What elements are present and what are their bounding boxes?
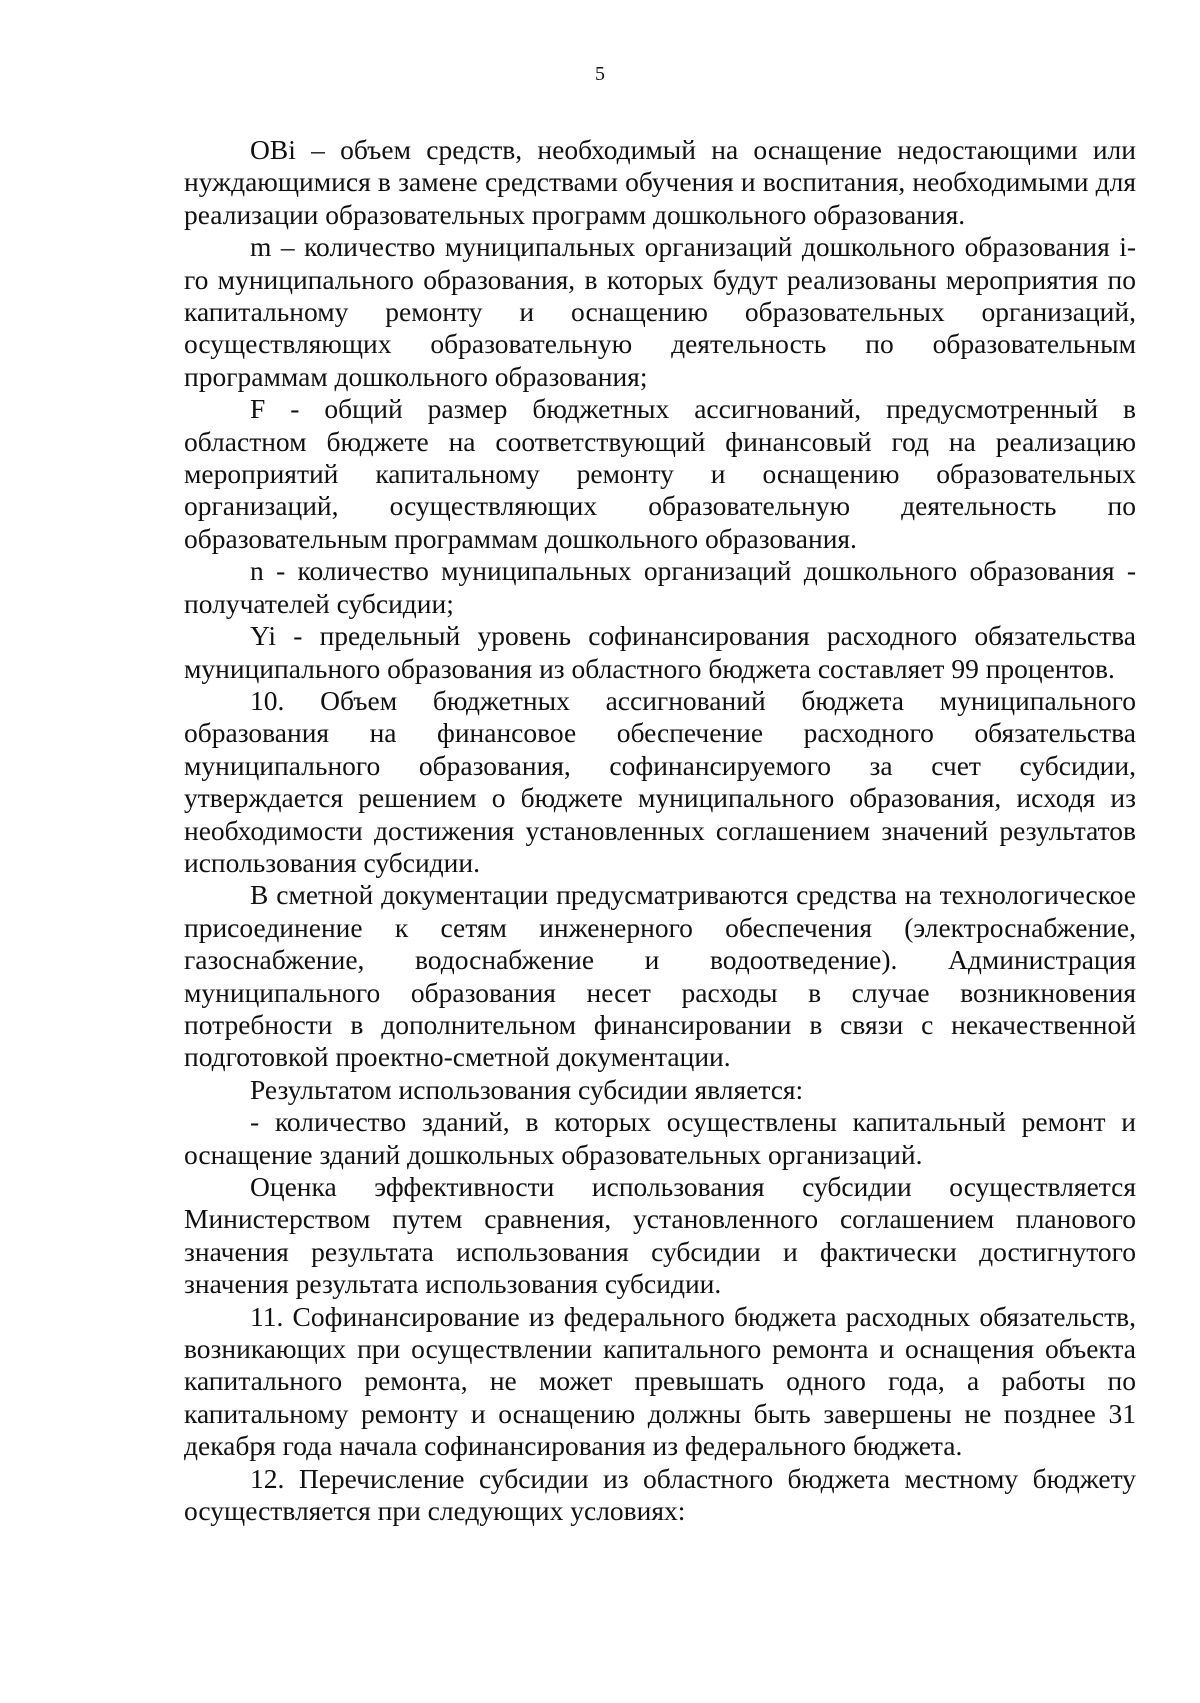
paragraph-item-12: 12. Перечисление субсидии из областного бюджета местному бюджету осуществляется при следующих условиях: <box>184 1462 1136 1527</box>
paragraph-f-definition: F - общий размер бюджетных ассигнований, предусмотренный в областном бюджете на соответствующий финансовый год на реализацию мероприятий капитальному ремонту и оснащению образовательных организаций, осуществляющих образовательную деятельность по образовательным программам дошкольного образования. <box>184 393 1136 554</box>
paragraph-item-10: 10. Объем бюджетных ассигнований бюджета муниципального образования на финансовое обеспечение расходного обязательства муниципального образования, софинансируемого за счет субсидии, утверждается решением о бюджете муниципального образования, исходя из необходимости достижения установленных соглашением значений результатов использования субсидии. <box>184 684 1136 878</box>
document-body <box>184 134 1136 1527</box>
paragraph-result-heading: Результатом использования субсидии является: <box>250 1073 804 1105</box>
paragraph-n-definition: n - количество муниципальных организаций дошкольного образования - получателей субсидии; <box>184 555 1136 619</box>
paragraph-estimate-documentation: В сметной документации предусматриваются средства на технологическое присоединение к сетям инженерного обеспечения (электроснабжение, газоснабжение, водоснабжение и водоотведение). Администрация муниципального образования несет расходы в случае возникновения потребности в дополнительном финансировании в связи с некачественной подготовкой проектно-сметной документации. <box>184 879 1136 1073</box>
paragraph-m-definition: m – количество муниципальных организаций дошкольного образования i-го муниципального образования, в которых будут реализованы мероприятия по капитальному ремонту и оснащению образовательных организаций, осуществляющих образовательную деятельность по образовательным программам дошкольного образования; <box>184 231 1136 392</box>
paragraph-yi-definition: Yi - предельный уровень софинансирования расходного обязательства муниципального образования из областного бюджета составляет 99 процентов. <box>184 620 1136 684</box>
page-number: 5 <box>595 63 605 85</box>
paragraph-result-item: - количество зданий, в которых осуществлены капитальный ремонт и оснащение зданий дошкольных образовательных организаций. <box>184 1106 1136 1170</box>
paragraph-efficiency-assessment: Оценка эффективности использования субсидии осуществляется Министерством путем сравнения, установленного соглашением планового значения результата использования субсидии и фактически достигнутого значения результата использования субсидии. <box>184 1171 1136 1300</box>
paragraph-obi-definition: OBi – объем средств, необходимый на оснащение недостающими или нуждающимися в замене средствами обучения и воспитания, необходимыми для реализации образовательных программ дошкольного образования. <box>184 134 1136 230</box>
paragraph-item-11: 11. Софинансирование из федерального бюджета расходных обязательств, возникающих при осуществлении капитального ремонта и оснащения объекта капитального ремонта, не может превышать одного года, а работы по капитальному ремонту и оснащению должны быть завершены не позднее 31 декабря года начала софинансирования из федерального бюджета. <box>184 1300 1136 1462</box>
